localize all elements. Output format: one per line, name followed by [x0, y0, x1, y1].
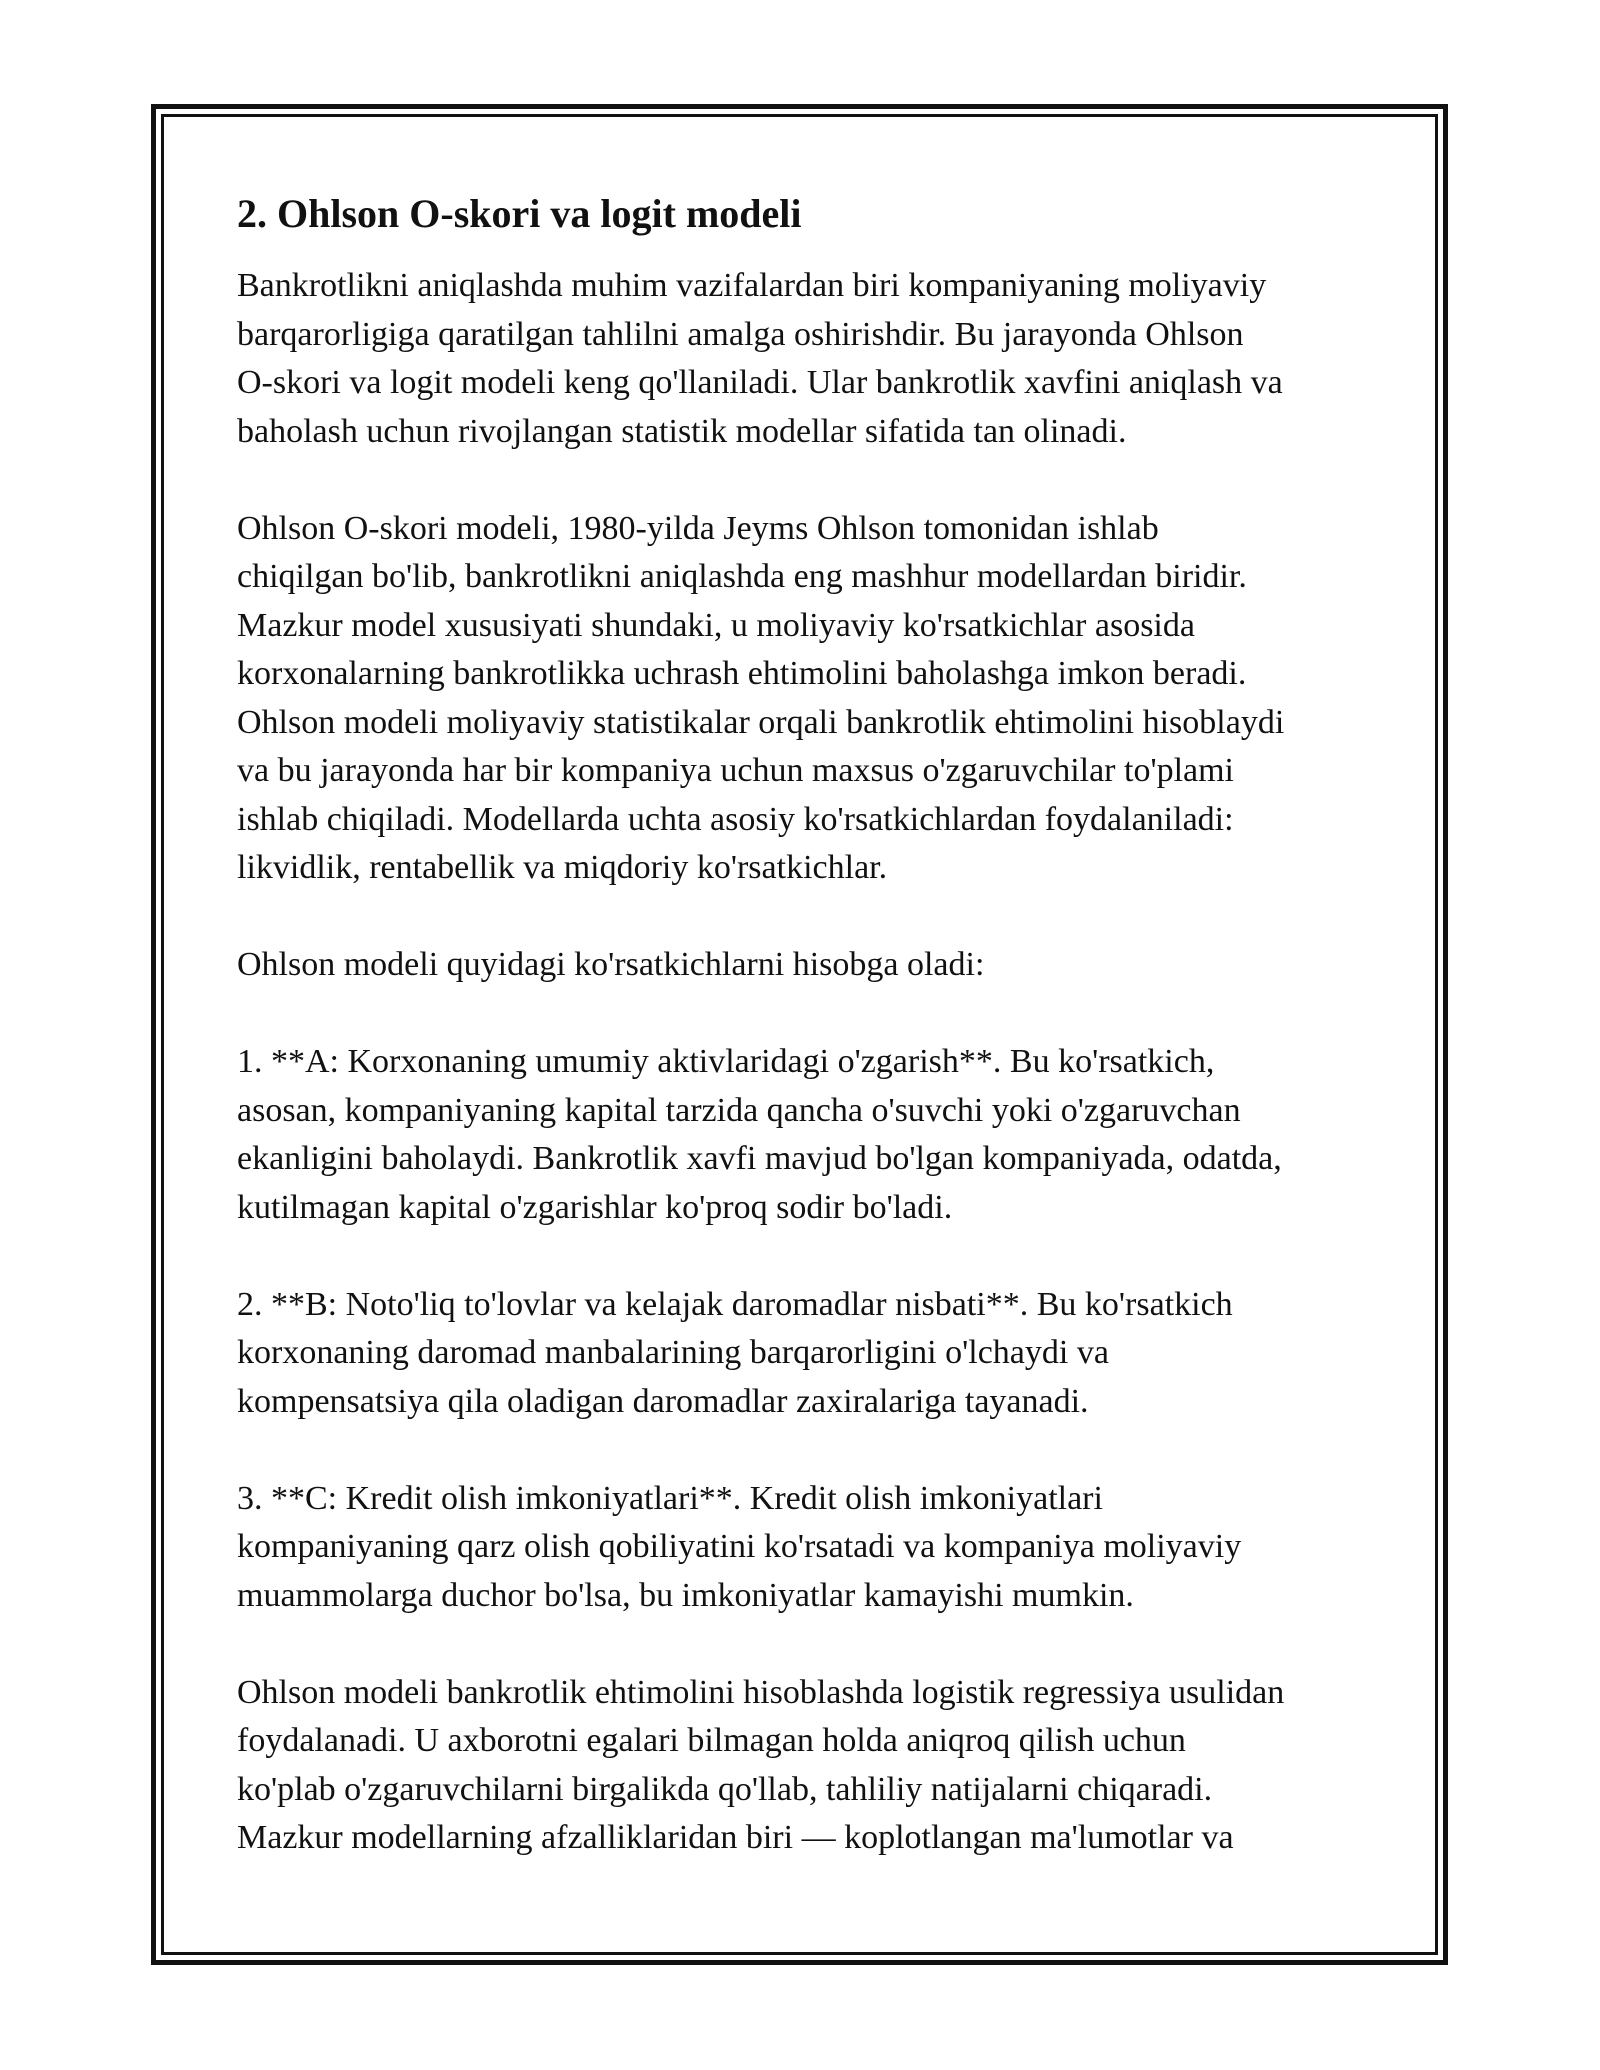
paragraph-logistic-regression: Ohlson modeli bankrotlik ehtimolini hisoblashda logistik regressiya usulidan foydalanadi. U axborotni egalari bilmagan holda aniqroq qilish uchun ko'plab o'zgaruvchilarni birgalikda qo'llab, tahliliy natijalarni chiqaradi. Mazkur modellarning afzalliklaridan biri — koplotlangan ma'lumotlar va [237, 1673, 1285, 1856]
paragraph-intro: Bankrotlikni aniqlashda muhim vazifalardan biri kompaniyaning moliyaviy barqarorligiga qaratilgan tahlilni amalga oshirishdir. Bu jarayonda Ohlson O-skori va logit modeli keng qo'llaniladi. Ular bankrotlik xavfini aniqlash va baholash uchun rivojlangan statistik modellar sifatida tan olinadi. [237, 267, 1283, 450]
document-body [237, 188, 1377, 1863]
list-item-a: 1. **A: Korxonaning umumiy aktivlaridagi o'zgarish**. Bu ko'rsatkich, asosan, kompaniyaning kapital tarzida qancha o'suvchi yoki o'zgaruvchan ekanligini baholaydi. Bankrotlik xavfi mavjud bo'lgan kompaniyada, odatda, kutilmagan kapital o'zgarishlar ko'proq sodir bo'ladi. [237, 1043, 1282, 1226]
paragraph-ohlson-model: Ohlson O-skori modeli, 1980-yilda Jeyms Ohlson tomonidan ishlab chiqilgan bo'lib, bankrotlikni aniqlashda eng mashhur modellardan biridir. Mazkur model xususiyati shundaki, u moliyaviy ko'rsatkichlar asosida korxonalarning bankrotlikka uchrash ehtimolini baholashga imkon beradi. Ohlson modeli moliyaviy statistikalar orqali bankrotlik ehtimolini hisoblaydi va bu jarayonda har bir kompaniya uchun maxsus o'zgaruvchilar to'plami ishlab chiqiladi. Modellarda uchta asosiy ko'rsatkichlardan foydalaniladi: likvidlik, rentabellik va miqdoriy ko'rsatkichlar. [237, 509, 1285, 886]
list-item-c: 3. **C: Kredit olish imkoniyatlari**. Kredit olish imkoniyatlari kompaniyaning qarz olish qobiliyatini ko'rsatadi va kompaniya moliyaviy muammolarga duchor bo'lsa, bu imkoniyatlar kamayishi mumkin. [237, 1479, 1242, 1614]
section-heading: 2. Ohlson O-skori va logit modeli [237, 191, 802, 236]
list-item-b: 2. **B: Noto'liq to'lovlar va kelajak daromadlar nisbati**. Bu ko'rsatkich korxonaning daromad manbalarining barqarorligini o'lchaydi va kompensatsiya qila oladigan daromadlar zaxiralariga tayanadi. [237, 1285, 1233, 1420]
paragraph-indicators-lead: Ohlson modeli quyidagi ko'rsatkichlarni hisobga oladi: [237, 946, 985, 983]
